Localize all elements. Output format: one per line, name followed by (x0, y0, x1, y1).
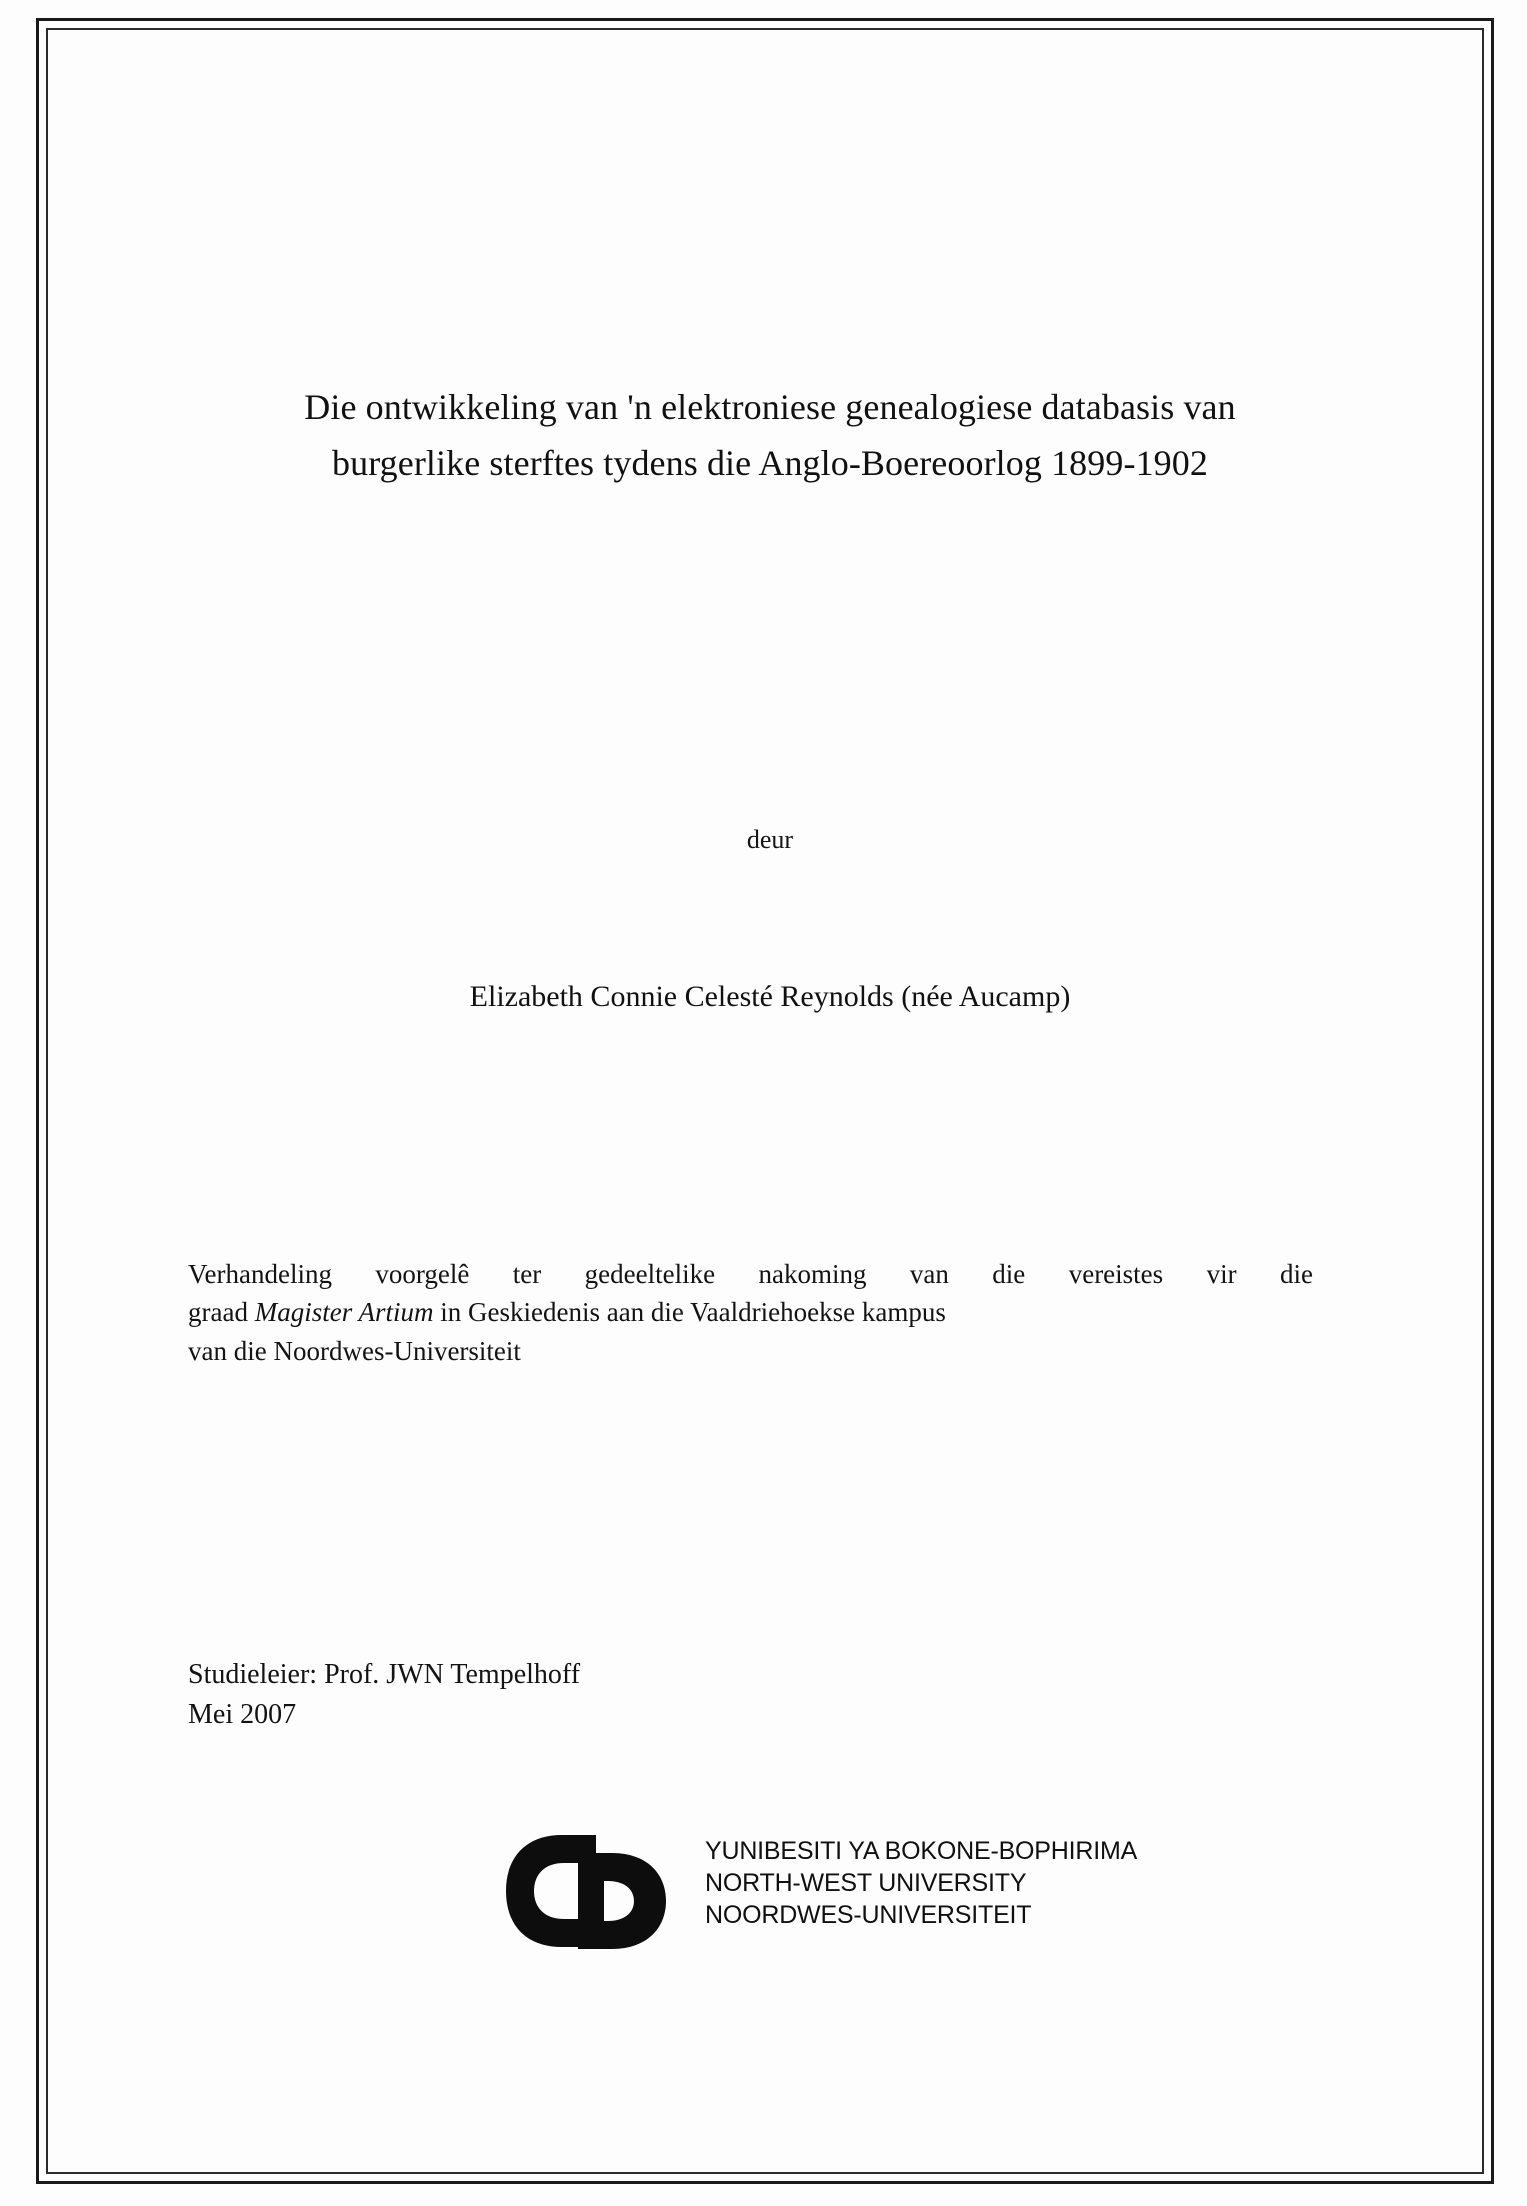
author-name: Elizabeth Connie Celesté Reynolds (née Aucamp) (469, 980, 1071, 1013)
logo-text (705, 1835, 1137, 1931)
by-label: deur (746, 825, 794, 854)
title-line-2: burgerlike sterftes tydens die Anglo-Boereoorlog 1899-1902 (332, 442, 1208, 483)
supervisor-line: Studieleier: Prof. JWN Tempelhoff (188, 1659, 581, 1690)
submission-line-3: van die Noordwes-Universiteit (188, 1335, 521, 1366)
submission-line-2-suffix: in Geskiedenis aan die Vaaldriehoekse kampus (433, 1297, 946, 1328)
page-content (150, 60, 1380, 2140)
supervisor-and-date (188, 1655, 1088, 1735)
university-logo (480, 1825, 1240, 1965)
degree-name: Magister Artium (254, 1297, 434, 1328)
submission-statement (188, 1255, 1313, 1370)
logo-line-1: YUNIBESITI YA BOKONE-BOPHIRIMA (705, 1837, 1138, 1865)
logo-line-3: NOORDWES-UNIVERSITEIT (705, 1901, 1032, 1929)
title-line-1: Die ontwikkeling van 'n elektroniese genealogiese databasis van (304, 387, 1236, 427)
page-title (180, 380, 1360, 492)
nwu-logo-mark-icon (500, 1831, 695, 1951)
logo-line-2: NORTH-WEST UNIVERSITY (705, 1869, 1027, 1897)
date-line: Mei 2007 (188, 1698, 297, 1730)
submission-line-1: Verhandeling voorgelê ter gedeeltelike nakoming van die vereistes vir die (188, 1259, 1313, 1289)
submission-line-2-prefix: graad (188, 1297, 255, 1328)
submission-line-2 (188, 1293, 1313, 1331)
